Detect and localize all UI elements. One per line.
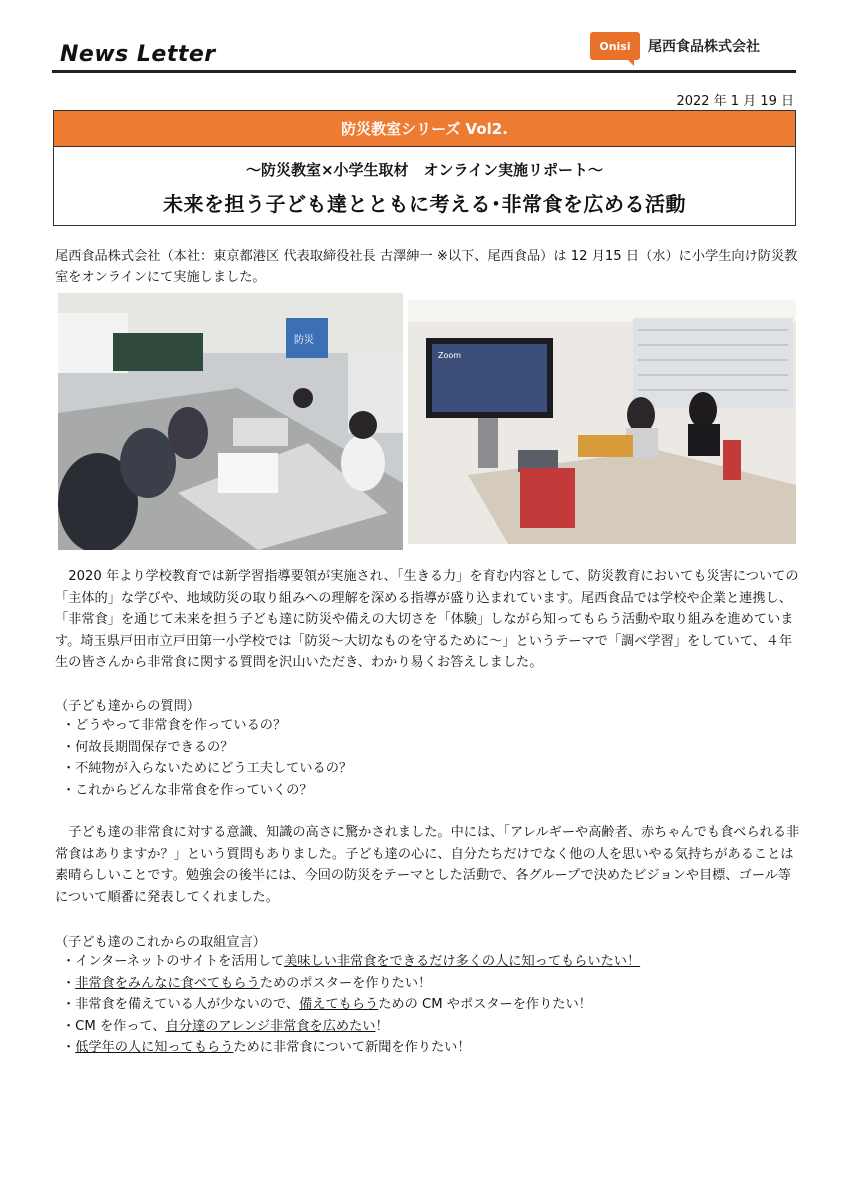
list-item: ・どうやって非常食を作っているの？ (62, 718, 287, 733)
body-paragraph-1: 2020 年より学校教育では新学習指導要領が実施され、「生きる力」を育む内容として、防災教育においても災害についての「主体的」な学びや、地域防災の取り組みへの理解を深める指導が盛り込まれています。尾西食品では学校や企業と連携し、「非常食」を通じて未来を担う子ども達に防災や備えの大切さを「体験」しながら知ってもらう活動や取り組みを進めています。埼玉県戸田市立戸田第一小学校では「防災～大切なものを守るために～」というテーマで「調べ学習」をしていて、４年生の皆さんから非常食に関する質問を沢山いただき、わかり易くお答えしました。 (55, 569, 799, 670)
list-item: ・何故長期間保存できるの？ (62, 739, 234, 755)
header-rule (52, 70, 796, 73)
subtitle: ～防災教室×小学生取材 オンライン実施リポート～ (245, 161, 604, 179)
newsletter-title: News Letter (60, 42, 216, 67)
classroom-photo (58, 293, 403, 550)
item-text: ・非常食を備えている人が少ないので、 (62, 997, 300, 1012)
slide-text: 防災 (294, 335, 314, 346)
title-box (53, 110, 796, 226)
meeting-room-illustration (408, 300, 796, 544)
item-text: ためのポスターを作りたい！ (259, 975, 432, 991)
item-emphasis: 自分達のアレンジ非常食を広めたい (165, 1018, 376, 1034)
issue-date: 2022 年 1 月 19 日 (676, 94, 794, 109)
list-item: ・不純物が入らないためにどう工夫しているの？ (62, 761, 353, 776)
list-item (62, 994, 640, 1016)
body-paragraph-2: 子ども達の非常食に対する意識、知識の高さに驚かされました。中には、「アレルギーや高齢者、赤ちゃんでも食べられる非常食はありますか？」という質問もありました。子ども達の心に、自分たちだけでなく他の人を思いやる気持ちがあることは素晴らしいことです。勉強会の後半には、今回の防災をテーマとした活動で、各グループで決めたビジョンや目標、ゴール等について順番に発表してくれました。 (55, 825, 800, 905)
series-banner: 防災教室シリーズ Vol2. (54, 111, 795, 147)
meeting-room-photo (408, 300, 796, 544)
item-text: ための CM やポスターを作りたい！ (378, 997, 592, 1012)
item-text: ！ (375, 1018, 389, 1034)
item-emphasis: 低学年の人に知ってもらう (75, 1040, 234, 1055)
list-item: ・これからどんな非常食を作っていくの？ (62, 782, 313, 798)
declarations-list (62, 951, 640, 1059)
item-text: ために非常食について新聞を作りたい！ (233, 1040, 471, 1055)
main-title: 未来を担う子ども達とともに考える･非常食を広める活動 (163, 192, 686, 216)
item-text: ・インターネットのサイトを活用して (62, 954, 285, 969)
company-name: 尾西食品株式会社 (648, 39, 760, 55)
item-emphasis: 美味しい非常食をできるだけ多くの人に知ってもらいたい！ (284, 954, 641, 969)
list-item (62, 973, 640, 995)
list-item (62, 1037, 640, 1059)
list-item (62, 951, 640, 973)
logo-mark-icon: Onisi (590, 32, 640, 60)
questions-list (62, 715, 352, 801)
item-emphasis: 非常食をみんなに食べてもらう (75, 975, 260, 991)
item-emphasis: 備えてもらう (299, 997, 379, 1012)
intro-paragraph: 尾西食品株式会社（本社：東京都港区 代表取締役社長 古澤紳一 ※以下、尾西食品）は 12 月15 日（水）に小学生向け防災教室をオンラインにて実施しました。 (55, 249, 798, 285)
classroom-illustration (58, 293, 403, 550)
screen-text: Zoom (438, 351, 462, 360)
item-text: ・ (62, 1040, 76, 1055)
item-text: ・CM を作って、 (62, 1018, 166, 1034)
declarations-heading: （子ども達のこれからの取組宣言） (55, 935, 266, 950)
questions-heading: （子ども達からの質問） (55, 699, 201, 714)
company-logo (590, 32, 760, 60)
list-item (62, 1016, 640, 1038)
item-text: ・ (62, 975, 76, 991)
